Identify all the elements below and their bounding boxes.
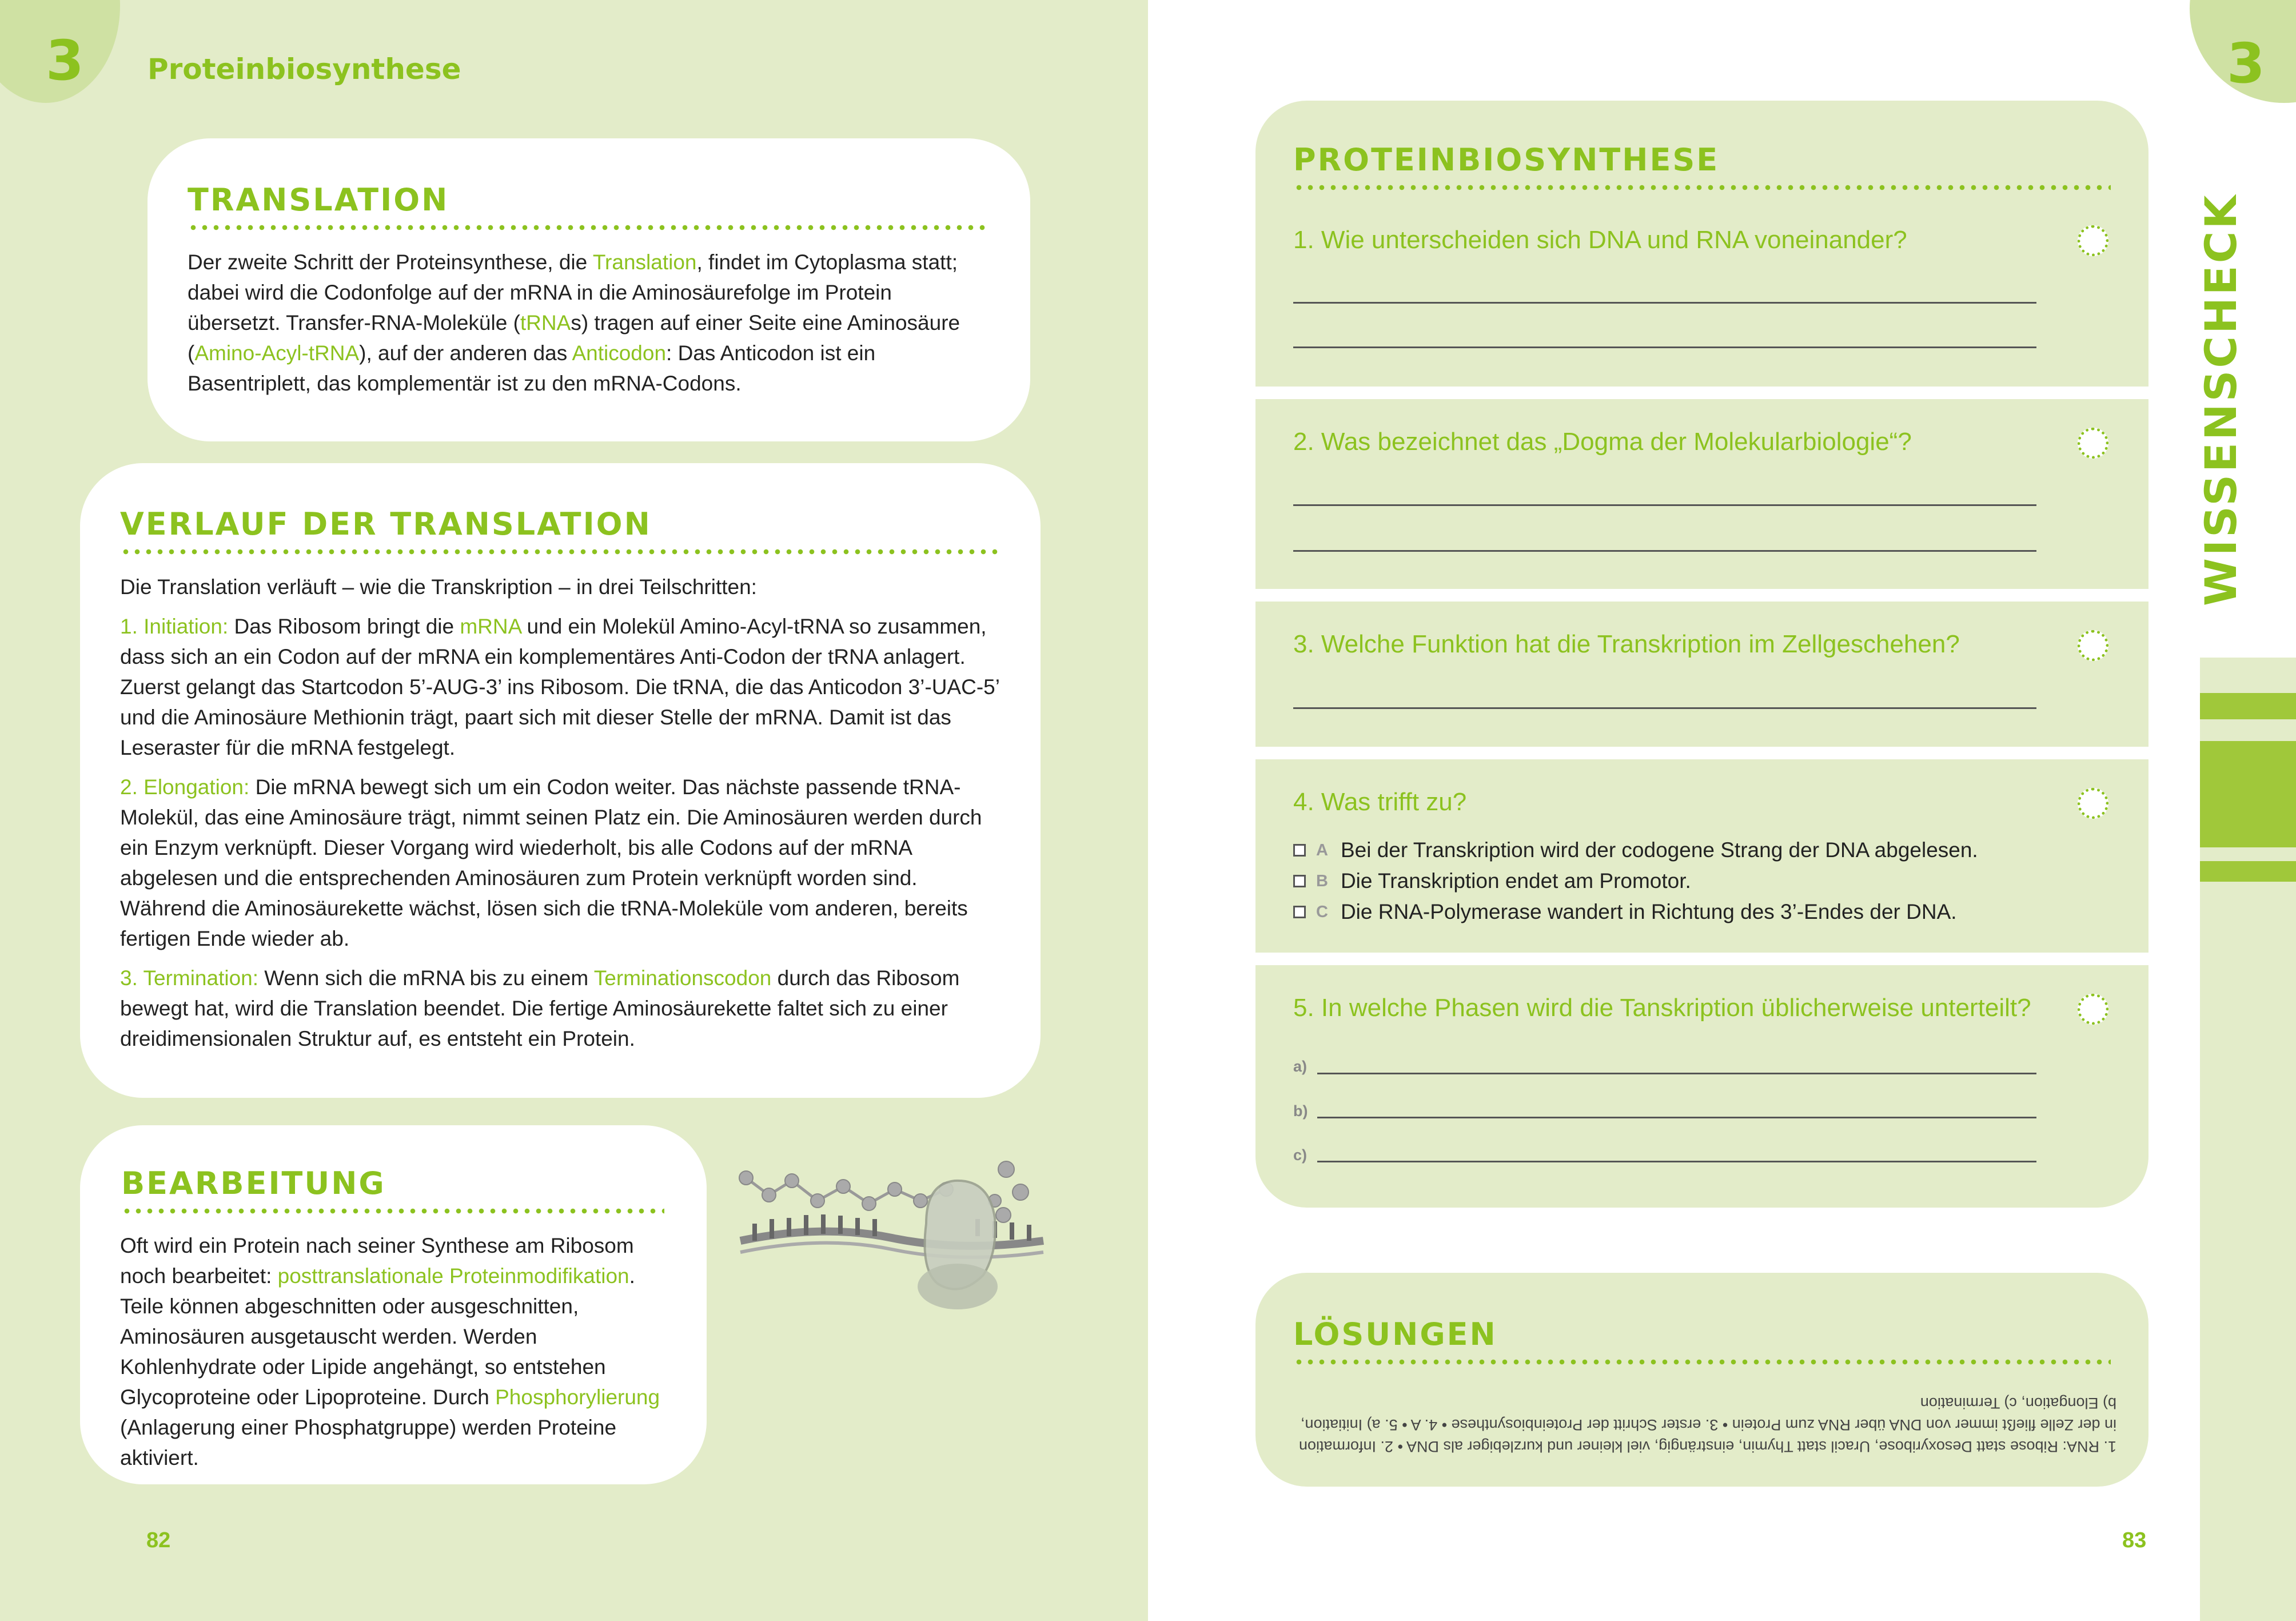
page-number-left: 82 bbox=[146, 1528, 171, 1552]
quiz-panel-3 bbox=[1255, 602, 2148, 747]
question-5: 5. In welche Phasen wird die Tanskription üblicherweise unterteilt? bbox=[1293, 994, 2031, 1022]
chapter-number-right: 3 bbox=[2227, 31, 2265, 95]
question-5-answer-line-b[interactable] bbox=[1317, 1117, 2036, 1118]
solutions-text-upside-down: 1. RNA: Ribose statt Desoxyribose, Uracil statt Thymin, einsträngig, viel kleiner und kurzlebiger als DNA • 2. Information in der Zelle fließt immer von DNA über RNA zum Protein • 3. erster Schritt der Proteinbiosynthese • 4. A • 5. a) Initiation, b) Elongation, c) Termination bbox=[1298, 1395, 2116, 1455]
question-1: 1. Wie unterscheiden sich DNA und RNA voneinander? bbox=[1293, 226, 1907, 254]
solutions-title: LÖSUNGEN bbox=[1293, 1316, 1497, 1352]
step-elongation: 2. Elongation: Die mRNA bewegt sich um ein Codon weiter. Das nächste passende tRNA-Molekül, das eine Aminosäure trägt, nimmt seinen Platz ein. Die Aminosäuren werden durch ein Enzym verknüpft. Dieser Vorgang wird wiederholt, bis alle Codons auf der mRNA abgelesen und die entsprechenden Aminosäuren zum Protein verknüpft worden sind. Während die Aminosäurekette wächst, lösen sich die tRNA-Moleküle vom anderen, bereits fertigen Ende wieder ab. bbox=[120, 775, 982, 950]
side-tab-stripe-2 bbox=[2200, 741, 2296, 847]
question-5-check-icon[interactable] bbox=[2078, 994, 2108, 1025]
side-tab-title bbox=[2195, 503, 2246, 606]
answer-label-a: a) bbox=[1293, 1058, 1308, 1075]
translation-title: TRANSLATION bbox=[188, 182, 449, 218]
question-4-option-c[interactable]: C Die RNA-Polymerase wandert in Richtung des 3’-Endes der DNA. bbox=[1293, 900, 1957, 924]
verlauf-intro: Die Translation verläuft – wie die Transkription – in drei Teilschritten: bbox=[120, 575, 757, 599]
verlauf-text bbox=[120, 572, 1006, 1063]
quiz-title-divider bbox=[1293, 185, 2111, 190]
question-3-answer-line[interactable] bbox=[1293, 707, 2036, 709]
question-3: 3. Welche Funktion hat die Transkription im Zellgeschehen? bbox=[1293, 630, 1960, 658]
option-c-checkbox[interactable] bbox=[1293, 906, 1306, 918]
answer-label-c: c) bbox=[1293, 1146, 1308, 1164]
side-tab-stripe-3 bbox=[2200, 861, 2296, 882]
verlauf-title: VERLAUF DER TRANSLATION bbox=[120, 506, 652, 542]
question-5-answer-line-c[interactable] bbox=[1317, 1161, 2036, 1162]
question-1-check-icon[interactable] bbox=[2078, 225, 2108, 256]
question-5-answer-line-a[interactable] bbox=[1317, 1073, 2036, 1074]
question-2-answer-line-2[interactable] bbox=[1293, 550, 2036, 552]
answer-label-b: b) bbox=[1293, 1102, 1308, 1120]
bearbeitung-title: BEARBEITUNG bbox=[121, 1165, 386, 1201]
bearbeitung-divider bbox=[121, 1208, 664, 1214]
ribosome-illustration bbox=[738, 1155, 1046, 1321]
question-2-check-icon[interactable] bbox=[2078, 428, 2108, 459]
step-termination: 3. Termination: Wenn sich die mRNA bis zu einem Terminationscodon durch das Ribosom bewegt hat, wird die Translation beendet. Die fertige Aminosäurekette faltet sich zu einer dreidimensionalen Struktur auf, es entsteht ein Protein. bbox=[120, 966, 960, 1050]
quiz-title: PROTEINBIOSYNTHESE bbox=[1293, 142, 1720, 178]
option-b-checkbox[interactable] bbox=[1293, 875, 1306, 887]
chapter-number-left: 3 bbox=[46, 29, 84, 93]
verlauf-divider bbox=[120, 549, 1000, 555]
question-2-answer-line-1[interactable] bbox=[1293, 504, 2036, 506]
question-4-option-b[interactable]: B Die Transkription endet am Promotor. bbox=[1293, 869, 1691, 893]
translation-divider bbox=[188, 225, 988, 230]
question-4-check-icon[interactable] bbox=[2078, 788, 2108, 819]
running-head: Proteinbiosynthese bbox=[148, 53, 461, 86]
side-tab-stripe-1 bbox=[2200, 693, 2296, 719]
page-number-right: 83 bbox=[2122, 1528, 2147, 1552]
question-4: 4. Was trifft zu? bbox=[1293, 788, 1467, 816]
solutions-divider bbox=[1293, 1359, 2111, 1365]
question-1-answer-line-2[interactable] bbox=[1293, 346, 2036, 348]
question-1-answer-line-1[interactable] bbox=[1293, 302, 2036, 304]
question-4-option-a[interactable]: A Bei der Transkription wird der codogene Strang der DNA abgelesen. bbox=[1293, 838, 1978, 862]
bearbeitung-text: Oft wird ein Protein nach seiner Synthese am Ribosom noch bearbeitet: posttranslationale Proteinmodifikation. Teile können abgeschnitten oder ausgeschnitten, Aminosäuren ausgetauscht werden. Werden Kohlenhydrate oder Lipide angehängt, so entstehen Glycoproteine oder Lipoproteine. Durch Phosphorylierung (Anlagerung einer Phosphatgruppe) werden Proteine aktiviert. bbox=[120, 1234, 660, 1469]
question-3-check-icon[interactable] bbox=[2078, 630, 2108, 661]
step-initiation: 1. Initiation: Das Ribosom bringt die mRNA und ein Molekül Amino-Acyl-tRNA so zusammen, dass sich an ein Codon auf der mRNA ein komplementäres Anti-Codon der tRNA anlagert. Zuerst gelangt das Startcodon 5’-AUG-3’ ins Ribosom. Die tRNA, die das Anticodon 3’-UAC-5’ und die Aminosäure Methionin trägt, paart sich mit dieser Stelle der mRNA. Damit ist das Leseraster für die mRNA festgelegt. bbox=[120, 615, 999, 759]
option-a-checkbox[interactable] bbox=[1293, 844, 1306, 857]
question-2: 2. Was bezeichnet das „Dogma der Molekularbiologie“? bbox=[1293, 428, 1912, 456]
translation-text: Der zweite Schritt der Proteinsynthese, die Translation, findet im Cytoplasma statt; dabei wird die Codonfolge auf der mRNA in die Aminosäurefolge im Protein übersetzt. Transfer-RNA-Moleküle (tRNAs) tragen auf einer Seite eine Aminosäure (Amino-Acyl-tRNA), auf der anderen das Anticodon: Das Anticodon ist ein Basentriplett, das komplementär ist zu den mRNA-Codons. bbox=[188, 250, 960, 395]
